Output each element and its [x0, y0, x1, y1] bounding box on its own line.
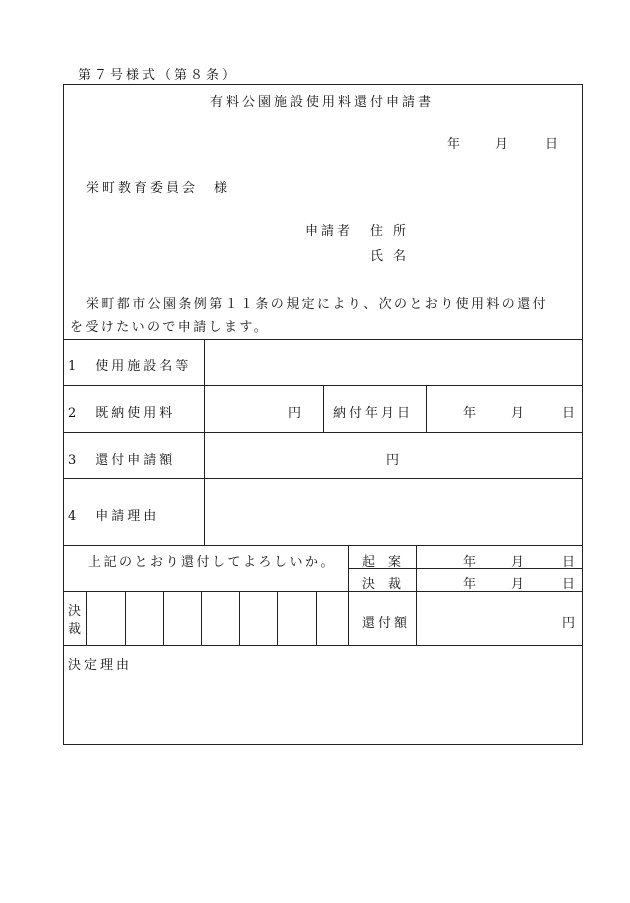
approval-question: 上記のとおり還付してよろしいか。	[88, 555, 337, 570]
decision-day: 日	[562, 577, 576, 592]
draft-day: 日	[562, 555, 576, 570]
draft-year: 年	[463, 555, 477, 570]
table-line-4	[63, 478, 583, 479]
stamp-divider-2	[125, 591, 126, 646]
payment-date-day: 日	[562, 406, 576, 421]
applicant-address-label: 住所	[370, 224, 417, 239]
decision-month: 月	[511, 577, 525, 592]
approval-refund-yen: 円	[562, 616, 576, 631]
stamp-divider-4	[201, 591, 202, 646]
table-line-1	[63, 339, 583, 340]
date-month: 月	[495, 137, 509, 152]
body-text-line2: を受けたいので申請します。	[70, 320, 270, 335]
approval-refund-label: 還付額	[362, 616, 411, 631]
frame-top	[63, 84, 583, 85]
row-facility-label: 1 使用施設名等	[68, 359, 192, 374]
form-title: 有料公園施設使用料還付申請書	[210, 95, 435, 110]
paydate-col-divider	[426, 385, 427, 433]
applicant-name-label: 氏名	[370, 249, 417, 264]
body-text-line1: 栄町都市公園条例第１１条の規定により、次のとおり使用料の還付	[86, 297, 549, 312]
row-reason-label: 4 申請理由	[68, 509, 160, 524]
draft-month: 月	[511, 555, 525, 570]
payment-date-month: 月	[511, 406, 525, 421]
decision-label: 決 裁	[362, 577, 402, 592]
table-line-7	[63, 645, 583, 646]
approval-value-divider	[416, 545, 417, 646]
table-line-6	[63, 591, 583, 592]
draft-label: 起 案	[362, 555, 402, 570]
applicant-label: 申請者	[305, 224, 354, 239]
addressee: 栄町教育委員会 様	[86, 181, 231, 196]
date-year: 年	[447, 137, 461, 152]
stamp-divider-7	[316, 591, 317, 646]
decision-vertical-1: 決	[68, 604, 82, 619]
payment-date-label: 納付年月日	[333, 406, 414, 421]
label-col-divider	[204, 339, 205, 546]
frame-bottom	[63, 744, 583, 745]
decision-vertical-2: 裁	[68, 622, 82, 637]
stamp-divider-6	[277, 591, 278, 646]
date-day: 日	[545, 137, 559, 152]
table-line-5	[63, 545, 583, 546]
paid-fee-yen: 円	[288, 406, 302, 421]
form-number: 第７号様式（第８条）	[78, 68, 239, 83]
row-paid-fee-label: 2 既納使用料	[68, 406, 176, 421]
decision-year: 年	[463, 577, 477, 592]
row-refund-amount-label: 3 還付申請額	[68, 453, 176, 468]
stamp-divider-5	[239, 591, 240, 646]
stamp-divider-3	[163, 591, 164, 646]
stamp-divider-1	[86, 591, 87, 646]
decision-reason-label: 決定理由	[68, 658, 133, 673]
fee-col-divider	[323, 385, 324, 433]
refund-amount-yen: 円	[386, 453, 400, 468]
approval-col-divider	[348, 545, 349, 646]
payment-date-year: 年	[463, 406, 477, 421]
